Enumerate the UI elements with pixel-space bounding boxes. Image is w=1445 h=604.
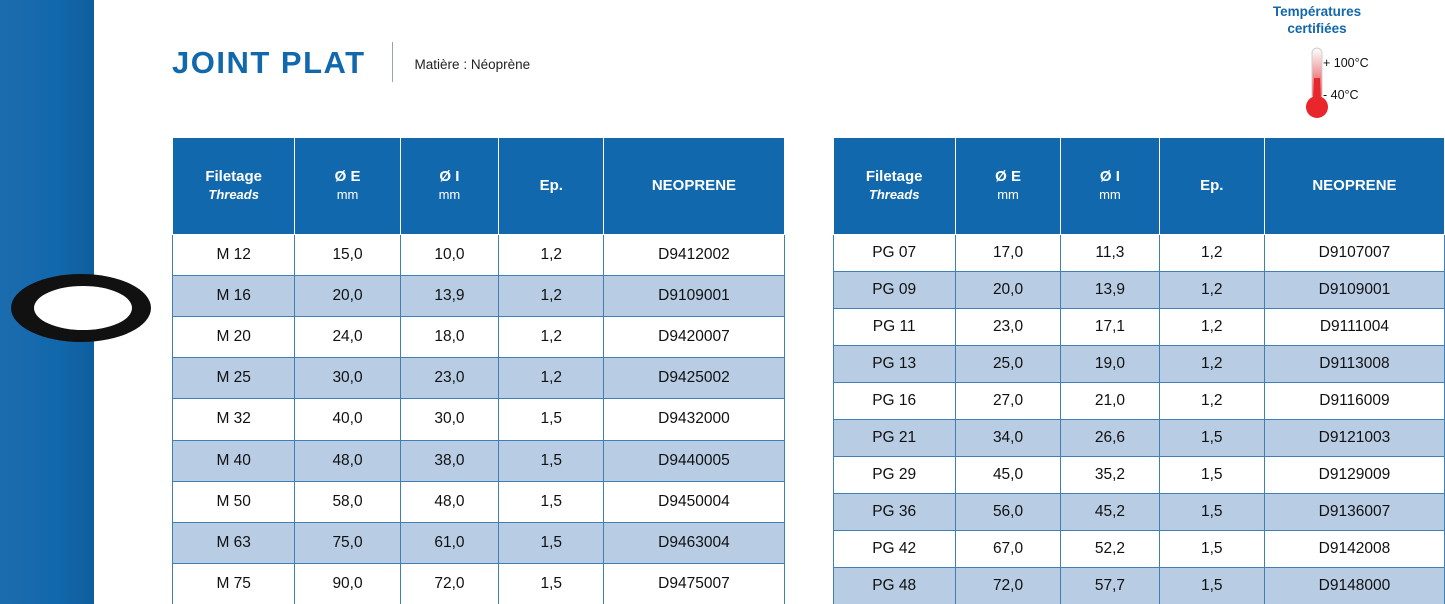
table-row [173, 235, 785, 276]
cell-thickness: 1,5 [499, 440, 604, 481]
temperature-body [1227, 44, 1407, 122]
cell-thickness: 1,2 [1159, 346, 1264, 383]
column-header-main: Ø I [1099, 168, 1120, 186]
cell-outer-diameter: 20,0 [955, 272, 1060, 309]
cell-inner-diameter: 45,2 [1061, 494, 1159, 531]
cell-thread: M 20 [173, 317, 295, 358]
cell-inner-diameter: 10,0 [400, 235, 498, 276]
cell-outer-diameter: 34,0 [955, 420, 1060, 457]
table-row [833, 346, 1445, 383]
cell-thickness: 1,5 [499, 522, 604, 563]
cell-thickness: 1,5 [1159, 494, 1264, 531]
cell-outer-diameter: 27,0 [955, 383, 1060, 420]
cell-outer-diameter: 15,0 [295, 235, 400, 276]
cell-inner-diameter: 11,3 [1061, 235, 1159, 272]
spec-tables-container [172, 137, 1445, 604]
cell-reference: D9121003 [1264, 420, 1444, 457]
cell-thickness: 1,2 [1159, 235, 1264, 272]
column-header-main: Filetage [865, 168, 923, 186]
cell-inner-diameter: 13,9 [1061, 272, 1159, 309]
cell-thickness: 1,2 [499, 235, 604, 276]
cell-thickness: 1,5 [1159, 531, 1264, 568]
column-header-inner-diameter [400, 138, 498, 235]
cell-outer-diameter: 23,0 [955, 309, 1060, 346]
column-header-sub: Threads [868, 186, 920, 202]
cell-outer-diameter: 90,0 [295, 563, 400, 604]
table-row [833, 531, 1445, 568]
column-header-sub: Threads [208, 186, 259, 202]
cell-thickness: 1,2 [499, 317, 604, 358]
cell-reference: D9113008 [1264, 346, 1444, 383]
table-header-row [173, 138, 785, 235]
temperature-title-line2: certifiées [1287, 20, 1347, 36]
table-row [833, 272, 1445, 309]
cell-inner-diameter: 18,0 [400, 317, 498, 358]
cell-outer-diameter: 75,0 [295, 522, 400, 563]
table-row [173, 481, 785, 522]
table-header-row [833, 138, 1445, 235]
column-header-main: NEOPRENE [651, 176, 737, 194]
table-row [833, 235, 1445, 272]
column-header-main: Filetage [205, 168, 263, 186]
cell-inner-diameter: 17,1 [1061, 309, 1159, 346]
cell-outer-diameter: 58,0 [295, 481, 400, 522]
column-header-main: NEOPRENE [1312, 176, 1397, 194]
cell-outer-diameter: 20,0 [295, 276, 400, 317]
cell-outer-diameter: 24,0 [295, 317, 400, 358]
certified-temperatures-block [1227, 4, 1407, 122]
title-divider [392, 42, 393, 82]
column-header-outer-diameter [295, 138, 400, 235]
cell-thread: M 75 [173, 563, 295, 604]
table-row [833, 494, 1445, 531]
column-header-filetage [173, 138, 295, 235]
column-header-thickness [499, 138, 604, 235]
cell-reference: D9116009 [1264, 383, 1444, 420]
cell-outer-diameter: 67,0 [955, 531, 1060, 568]
table-row [833, 420, 1445, 457]
temperature-min-label: - 40°C [1323, 87, 1359, 102]
cell-outer-diameter: 40,0 [295, 399, 400, 440]
cell-inner-diameter: 61,0 [400, 522, 498, 563]
cell-reference: D9463004 [604, 522, 784, 563]
cell-outer-diameter: 48,0 [295, 440, 400, 481]
cell-outer-diameter: 45,0 [955, 457, 1060, 494]
cell-thread: PG 07 [833, 235, 955, 272]
cell-reference: D9425002 [604, 358, 784, 399]
cell-outer-diameter: 17,0 [955, 235, 1060, 272]
cell-thread: M 40 [173, 440, 295, 481]
cell-thickness: 1,2 [499, 276, 604, 317]
cell-thread: PG 13 [833, 346, 955, 383]
cell-inner-diameter: 13,9 [400, 276, 498, 317]
cell-reference: D9111004 [1264, 309, 1444, 346]
cell-thread: M 12 [173, 235, 295, 276]
cell-reference: D9109001 [1264, 272, 1444, 309]
cell-outer-diameter: 56,0 [955, 494, 1060, 531]
cell-thickness: 1,2 [1159, 383, 1264, 420]
cell-thread: M 32 [173, 399, 295, 440]
column-header-filetage [833, 138, 955, 235]
cell-reference: D9440005 [604, 440, 784, 481]
flat-gasket-illustration [8, 270, 154, 346]
cell-reference: D9475007 [604, 563, 784, 604]
table-row [173, 276, 785, 317]
cell-thread: PG 09 [833, 272, 955, 309]
cell-thread: M 50 [173, 481, 295, 522]
cell-inner-diameter: 19,0 [1061, 346, 1159, 383]
cell-outer-diameter: 30,0 [295, 358, 400, 399]
table-row [173, 317, 785, 358]
column-header-main: Ep. [539, 176, 563, 194]
table-row [833, 309, 1445, 346]
cell-thickness: 1,5 [1159, 420, 1264, 457]
cell-thickness: 1,2 [1159, 272, 1264, 309]
temperature-title-line1: Températures [1272, 4, 1362, 19]
column-header-sub: mm [997, 186, 1019, 202]
cell-reference: D9412002 [604, 235, 784, 276]
cell-thread: PG 21 [833, 420, 955, 457]
cell-reference: D9148000 [1264, 568, 1444, 604]
table-row [173, 522, 785, 563]
cell-reference: D9142008 [1264, 531, 1444, 568]
cell-reference: D9136007 [1264, 494, 1444, 531]
cell-thickness: 1,5 [499, 563, 604, 604]
table-row [173, 440, 785, 481]
cell-outer-diameter: 72,0 [955, 568, 1060, 604]
column-header-main: Ø E [334, 168, 361, 186]
spec-table-pg [833, 137, 1445, 604]
temperature-title [1227, 4, 1407, 38]
table-row [833, 383, 1445, 420]
cell-thickness: 1,5 [499, 481, 604, 522]
cell-reference: D9109001 [604, 276, 784, 317]
column-header-neoprene-ref [604, 138, 784, 235]
column-header-main: Ø E [995, 168, 1021, 186]
cell-inner-diameter: 23,0 [400, 358, 498, 399]
column-header-sub: mm [336, 186, 359, 202]
cell-thread: M 63 [173, 522, 295, 563]
cell-inner-diameter: 52,2 [1061, 531, 1159, 568]
cell-thread: PG 36 [833, 494, 955, 531]
cell-thread: PG 48 [833, 568, 955, 604]
cell-thread: PG 16 [833, 383, 955, 420]
cell-inner-diameter: 38,0 [400, 440, 498, 481]
cell-thread: PG 42 [833, 531, 955, 568]
spec-table-metric [172, 137, 785, 604]
header-title-block [172, 42, 530, 82]
cell-reference: D9107007 [1264, 235, 1444, 272]
cell-inner-diameter: 48,0 [400, 481, 498, 522]
cell-thickness: 1,5 [1159, 568, 1264, 604]
cell-thread: M 16 [173, 276, 295, 317]
cell-thread: PG 11 [833, 309, 955, 346]
column-header-main: Ep. [1200, 176, 1224, 194]
page-title: JOINT PLAT [172, 44, 366, 80]
cell-reference: D9432000 [604, 399, 784, 440]
cell-inner-diameter: 30,0 [400, 399, 498, 440]
column-header-thickness [1159, 138, 1264, 235]
cell-thickness: 1,2 [499, 358, 604, 399]
table-row [833, 457, 1445, 494]
column-header-main: Ø I [439, 168, 460, 186]
cell-inner-diameter: 26,6 [1061, 420, 1159, 457]
cell-thread: M 25 [173, 358, 295, 399]
cell-thickness: 1,2 [1159, 309, 1264, 346]
column-header-inner-diameter [1061, 138, 1159, 235]
column-header-sub: mm [1099, 186, 1121, 202]
cell-outer-diameter: 25,0 [955, 346, 1060, 383]
cell-thickness: 1,5 [499, 399, 604, 440]
column-header-outer-diameter [955, 138, 1060, 235]
column-header-neoprene-ref [1264, 138, 1444, 235]
temperature-max-label: + 100°C [1323, 55, 1369, 70]
cell-thickness: 1,5 [1159, 457, 1264, 494]
cell-reference: D9450004 [604, 481, 784, 522]
table-row [833, 568, 1445, 604]
cell-thread: PG 29 [833, 457, 955, 494]
material-subtitle: Matière : Néoprène [414, 56, 531, 72]
cell-inner-diameter: 72,0 [400, 563, 498, 604]
table-row [173, 563, 785, 604]
cell-reference: D9420007 [604, 317, 784, 358]
table-row [173, 399, 785, 440]
cell-inner-diameter: 21,0 [1061, 383, 1159, 420]
table-row [173, 358, 785, 399]
cell-inner-diameter: 57,7 [1061, 568, 1159, 604]
column-header-sub: mm [438, 186, 461, 202]
cell-reference: D9129009 [1264, 457, 1444, 494]
cell-inner-diameter: 35,2 [1061, 457, 1159, 494]
